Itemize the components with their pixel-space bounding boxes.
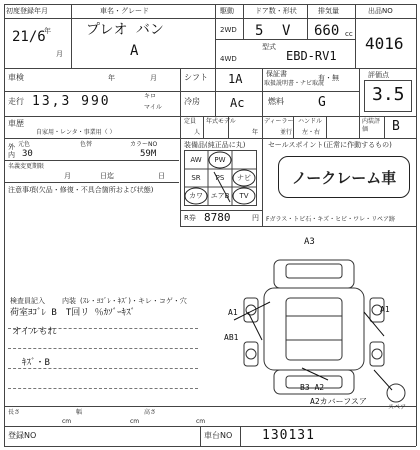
height-label: 高さ bbox=[144, 409, 157, 416]
equip-aw: AW bbox=[190, 155, 202, 164]
warranty-sub: 取扱説明書・ナビ取説 bbox=[264, 80, 325, 87]
rule-col-disp bbox=[355, 4, 356, 68]
rule-row4 bbox=[4, 116, 416, 117]
first-reg-year-suffix: 年 bbox=[44, 27, 51, 35]
rule-col-cap bbox=[203, 116, 204, 138]
rule-dates bbox=[4, 160, 179, 161]
shift-value: 1A bbox=[228, 72, 243, 86]
handle-options: 左・右 bbox=[302, 129, 321, 136]
length-cm: cm bbox=[62, 418, 72, 425]
recycle-label: R券 bbox=[184, 214, 196, 222]
inspection-note-3: ｷｽﾞ・B bbox=[22, 358, 50, 368]
equip-ps: PS bbox=[215, 174, 225, 182]
model-label: 車名・グレード bbox=[100, 7, 149, 15]
shaken-month-label: 月 bbox=[150, 74, 157, 82]
rule-col-shiftval bbox=[215, 68, 216, 91]
equipment-title: 装備品(純正品に丸) bbox=[184, 141, 246, 149]
rule-col-doors bbox=[307, 4, 308, 39]
color-change-label: 色替 bbox=[80, 141, 93, 148]
drive-2wd-label: 2WD bbox=[220, 26, 237, 34]
rule-col-mid2 bbox=[262, 68, 263, 138]
first-reg-label: 初度登録年月 bbox=[6, 7, 48, 15]
rule-left bbox=[4, 4, 5, 446]
rule-col-model bbox=[215, 4, 216, 68]
rule-row2 bbox=[4, 68, 416, 69]
width-cm: cm bbox=[130, 418, 140, 425]
name-change-day: 日迄 bbox=[100, 172, 114, 180]
inspection-line-4 bbox=[8, 388, 198, 389]
inspection-interior-options: (ｽﾚ・ﾖｺﾞﾚ・ｷｽﾞ)・キレ・コゲ・穴 bbox=[80, 297, 187, 305]
inspection-line-3 bbox=[8, 368, 198, 369]
chassis-label: 車台NO bbox=[204, 431, 233, 440]
int-color-label: 内 bbox=[8, 151, 15, 159]
rule-selling-bottom bbox=[180, 226, 416, 227]
inspection-note-2: オイルもれ bbox=[12, 327, 57, 337]
inspection-line-2 bbox=[8, 348, 198, 349]
no-claim-badge: ノークレーム車 bbox=[278, 156, 410, 198]
equip-tv: TV bbox=[239, 192, 249, 200]
rule-col-handle bbox=[326, 116, 327, 138]
orig-color-value: 30 bbox=[22, 149, 33, 159]
drive-label: 駆動 bbox=[220, 7, 234, 15]
name-change-days: 日 bbox=[158, 172, 165, 180]
rule-col-selling bbox=[262, 138, 263, 226]
name-change-month: 月 bbox=[64, 172, 71, 180]
name-change-label: 名義変更期限 bbox=[8, 163, 45, 170]
mark-ab1: AB1 bbox=[224, 333, 239, 342]
equip-pw: PW bbox=[214, 155, 226, 164]
rule-col-reg bbox=[71, 4, 72, 68]
model-year-unit: 年 bbox=[252, 129, 259, 136]
fuel-label: 燃料 bbox=[268, 97, 284, 106]
first-reg-value: 21/6 bbox=[12, 29, 46, 45]
mileage-label: 走行 bbox=[8, 97, 24, 106]
dealer-label: ディーラー bbox=[264, 118, 294, 125]
equip-navi: ナビ bbox=[237, 174, 251, 182]
ext-color-label: 外 bbox=[8, 143, 15, 151]
mark-b3a2: B3 A2 bbox=[300, 383, 325, 392]
lot-value: 4016 bbox=[365, 34, 404, 53]
displacement-value: 660 bbox=[314, 23, 340, 39]
rule-col-fuel bbox=[215, 91, 216, 116]
fuel-value: G bbox=[318, 95, 326, 110]
interior-label: 内装評価 bbox=[362, 118, 381, 133]
type-value: EBD-RV1 bbox=[286, 49, 337, 63]
rule-col-chassis bbox=[200, 426, 201, 446]
ac-value: Ac bbox=[230, 96, 245, 110]
rule-row3 bbox=[4, 91, 359, 92]
mark-a1-right: A1 bbox=[380, 305, 390, 314]
mark-a1-left: A1 bbox=[228, 308, 238, 317]
car-damage-diagram bbox=[224, 250, 404, 400]
mileage-value: 13,3 990 bbox=[32, 94, 111, 109]
interior-value: B bbox=[392, 119, 400, 134]
capacity-label: 定員 bbox=[184, 118, 197, 125]
capacity-unit: 人 bbox=[194, 129, 201, 136]
rule-dims bbox=[4, 406, 416, 407]
drive-4wd-label: 4WD bbox=[220, 55, 237, 63]
shaken-year-label: 年 bbox=[108, 74, 115, 82]
rule-col-chassis2 bbox=[240, 426, 241, 446]
inspection-title: 検査員記入 bbox=[10, 297, 45, 305]
cc-label: cc bbox=[345, 30, 353, 38]
color-no-label: カラーNO bbox=[130, 141, 158, 148]
rule-col-mid bbox=[180, 68, 181, 138]
handle-label: ハンドル bbox=[298, 118, 323, 125]
mark-a2-cover: A2カバーフスア bbox=[310, 397, 367, 406]
shaken-label: 車検 bbox=[8, 73, 24, 82]
doors-label: ドア数・形状 bbox=[255, 7, 297, 15]
mark-a3: A3 bbox=[304, 237, 315, 247]
rating-label: 評価点 bbox=[368, 71, 389, 79]
color-no-value: 59M bbox=[140, 149, 157, 159]
notes-title: 注意事項(欠品・修復・不具合箇所および状態) bbox=[8, 186, 154, 194]
spare-tire-icon bbox=[384, 382, 408, 404]
rule-col-drive bbox=[243, 4, 244, 39]
equip-leather: カワ bbox=[189, 192, 203, 200]
spare-label: スペア bbox=[388, 404, 407, 411]
grade-value: A bbox=[130, 43, 139, 59]
rule-notes bbox=[4, 182, 179, 183]
equip-airbag: エアB bbox=[210, 192, 230, 200]
reg-no-label: 登録NO bbox=[8, 431, 37, 440]
displacement-label: 排気量 bbox=[318, 7, 339, 15]
rule-col-equip bbox=[180, 138, 181, 226]
first-reg-month-suffix: 月 bbox=[56, 50, 63, 58]
history-label: 車歴 bbox=[8, 119, 24, 128]
mile-label: マイル bbox=[144, 104, 162, 111]
inspection-note-1: 荷室ﾖｺﾞﾚ B T回リ ％ｶｿﾞｰｷｽﾞ bbox=[10, 308, 136, 318]
rule-regno bbox=[4, 426, 416, 427]
ac-label: 冷房 bbox=[184, 97, 200, 106]
length-label: 長さ bbox=[8, 409, 21, 416]
doors-value: 5 bbox=[255, 23, 264, 39]
chassis-value: 130131 bbox=[262, 428, 315, 443]
recycle-yen: 円 bbox=[252, 214, 259, 222]
type-label: 型式 bbox=[262, 43, 276, 51]
recycle-value: 8780 bbox=[204, 211, 231, 224]
inspection-interior-label: 内装 bbox=[62, 297, 76, 305]
body-value: V bbox=[282, 23, 291, 39]
rating-value: 3.5 bbox=[372, 84, 405, 105]
warranty-label: 保証書 bbox=[266, 70, 287, 78]
orig-color-label: 元色 bbox=[18, 141, 31, 148]
rule-col-rating bbox=[359, 68, 360, 138]
height-cm: cm bbox=[196, 418, 206, 425]
km-label: キロ bbox=[144, 93, 157, 100]
rule-right bbox=[416, 4, 417, 446]
model-value: プレオ バン bbox=[86, 22, 164, 38]
rule-drive-split bbox=[215, 39, 355, 40]
history-sub: 自家用・レンタ・事業用（ ） bbox=[36, 129, 116, 136]
warranty-options: 有・無 bbox=[318, 74, 339, 82]
rule-bottom bbox=[4, 446, 416, 447]
equip-sr: SR bbox=[191, 174, 201, 182]
model-year-label: 年式モデル bbox=[206, 118, 236, 125]
shift-label: シフト bbox=[184, 73, 208, 82]
width-label: 幅 bbox=[76, 409, 83, 416]
dealer-sub: 並行 bbox=[280, 129, 293, 136]
rule-col-int bbox=[384, 116, 385, 138]
selling-title: セールスポイント(正常に作動するもの) bbox=[268, 141, 392, 149]
rule-row5 bbox=[4, 138, 416, 139]
lot-label: 出品NO bbox=[368, 7, 393, 15]
glass-footer: Fガラス・トビ石・キズ・ヒビ・ワレ・リペア跡 bbox=[266, 216, 396, 223]
